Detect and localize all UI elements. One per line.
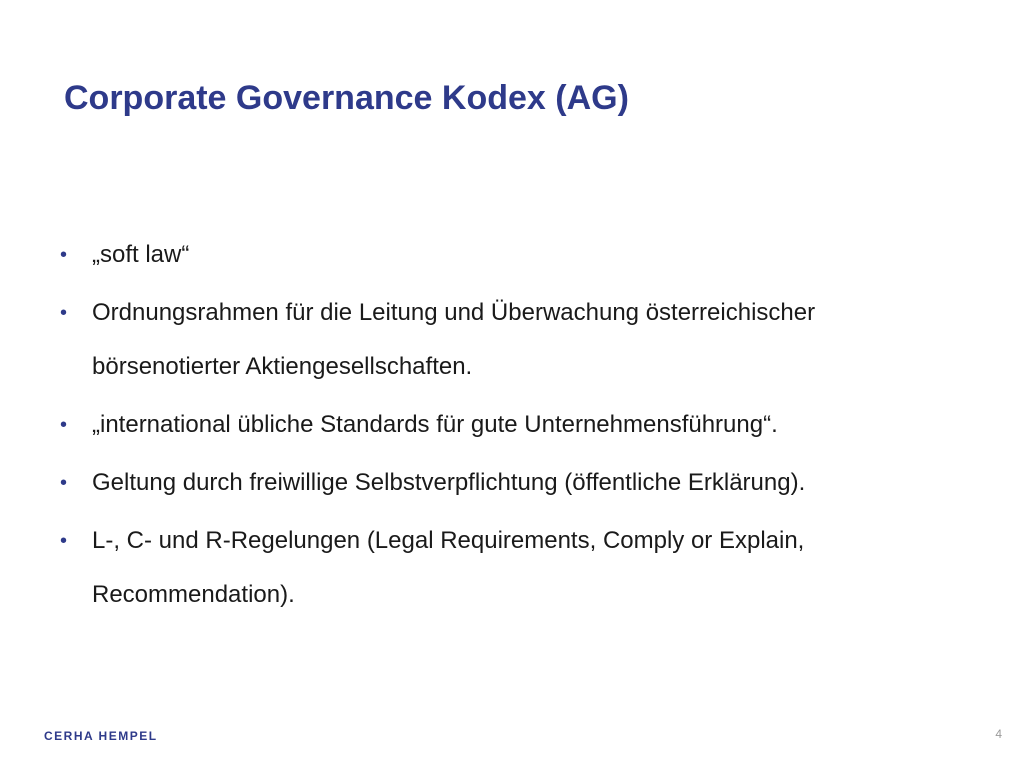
bullet-item [60, 398, 960, 452]
page-number: 4 [995, 727, 1002, 741]
bullet-text: „soft law“ [92, 241, 190, 268]
bullet-list [60, 228, 960, 626]
bullet-icon: • [60, 302, 68, 324]
bullet-icon: • [60, 472, 68, 494]
bullet-text: Geltung durch freiwillige Selbstverpflichtung (öffentliche Erklärung). [92, 469, 806, 496]
bullet-item [60, 286, 960, 394]
bullet-icon: • [60, 530, 68, 552]
bullet-text: L-, C- und R-Regelungen (Legal Requirements, Comply or Explain, Recommendation). [92, 527, 805, 608]
bullet-text: „international übliche Standards für gute Unternehmensführung“. [92, 411, 778, 438]
bullet-item [60, 228, 960, 282]
company-logo: CERHA HEMPEL [44, 729, 158, 743]
bullet-text: Ordnungsrahmen für die Leitung und Überwachung österreichischer börsenotierter Aktiengesellschaften. [92, 299, 816, 380]
bullet-icon: • [60, 244, 68, 266]
slide-title: Corporate Governance Kodex (AG) [64, 79, 629, 117]
bullet-icon: • [60, 414, 68, 436]
bullet-item [60, 514, 960, 622]
bullet-item [60, 456, 960, 510]
